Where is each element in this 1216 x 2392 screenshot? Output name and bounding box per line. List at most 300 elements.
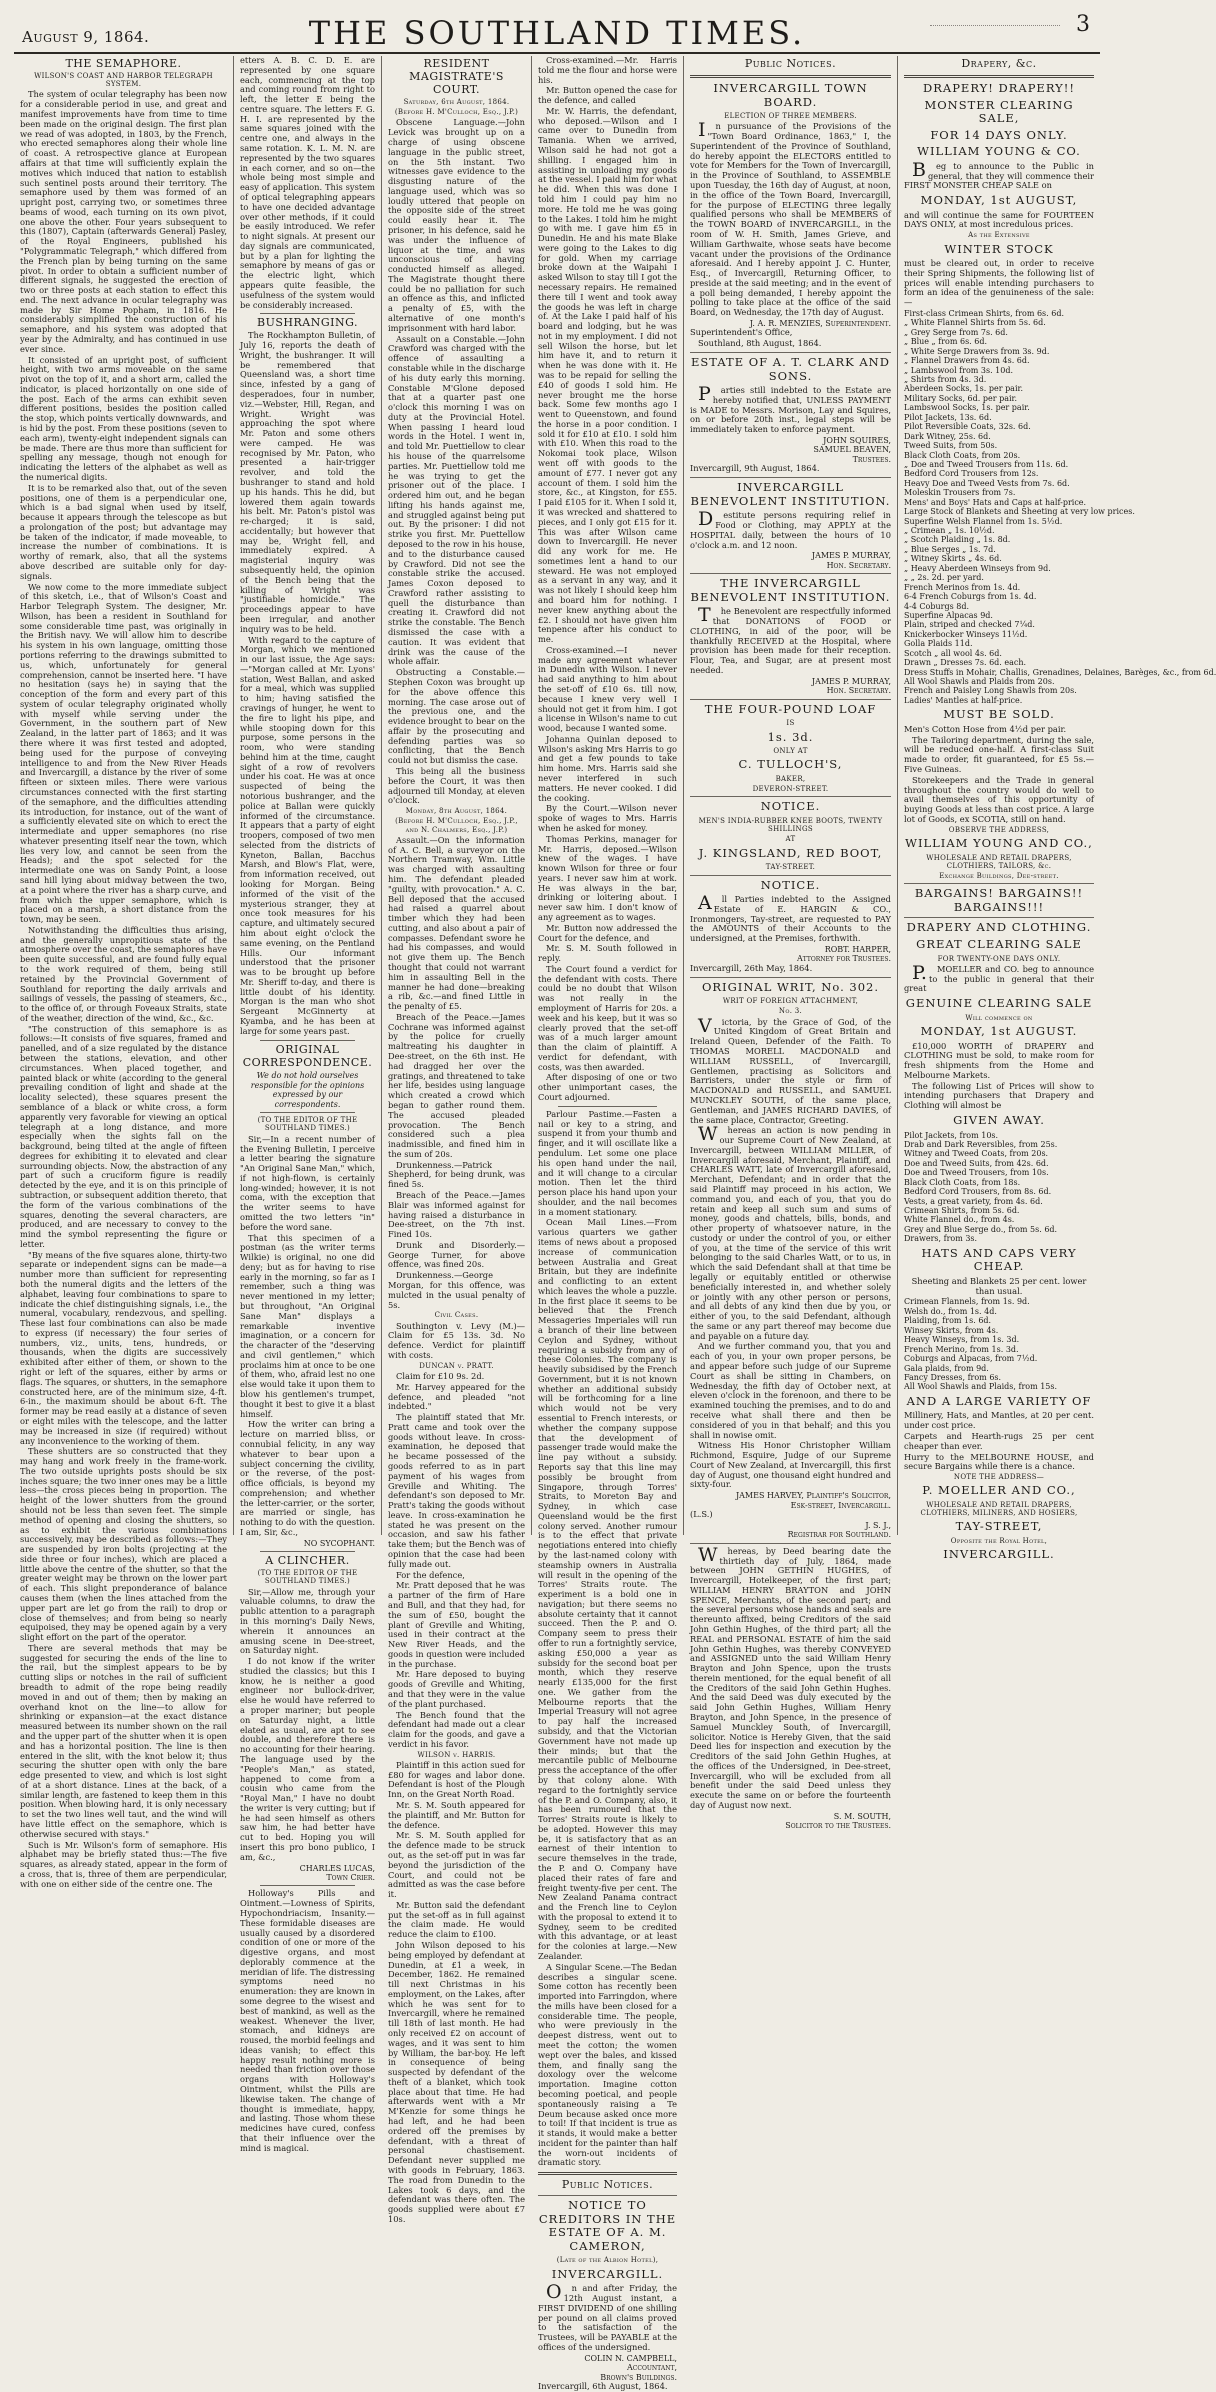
- divider: [690, 352, 891, 353]
- hargin-date: Invercargill, 26th May, 1864.: [690, 962, 813, 973]
- divider: [260, 1551, 355, 1552]
- great-clearing-sale: GREAT CLEARING SALE: [916, 936, 1082, 951]
- paragraph: It consisted of an upright post, of sufficient height, with two arms moveable on the same pivot on the top of it, and a short arm, called the indicator, is placed horizontally on one side of the post. Each of the arms can exhibit seven different positions, besides the position called the stop, which points vertically downwards, and is hid by the post. From these positions (seven to each arm), twenty-eight independent signals can be made. There are thus more than sufficient for spelling any message, though not enough for indicating the letters of the alphabet as well as the numerical digits.: [20, 354, 227, 482]
- mens-cotton-hose: Men's Cotton Hose from 4½d per pair.: [904, 723, 1067, 734]
- paragraph: The Court found a verdict for the defendant with costs. There could be no doubt that Wilson was not really in the employment of Harris for 20s. a week and his keep, but it was so clearly proved that the set-off was of a much larger amount than the claim of plaintiff. A verdict for defendant, with costs, was then awarded.: [538, 963, 677, 1072]
- paragraph: John Wilson deposed to his being employed by defendant at Dunedin, at £1 a week, in December, 1862. He remained till next Christmas in his employment, on the Lakes, after which he was sent for to Invercargill, where he remained till 18th of last month. He had only received £2 on account of wages, and it was sent to him by William, the bar-boy. He left in consequence of being suspected by defendant of the theft of a blanket, which took place about that time. He had afterwards went with a Mr M'Kenzie for some things he had left, and he had been ordered off the premises by defendant, with a threat of personal chastisement. Defendant never supplied me with goods in February, 1863. The road from Dunedin to the Lakes took 6 days, and the defendant was there often. The goods supplied were about £7 10s.: [388, 1939, 525, 2224]
- paragraph: Mr. Hare deposed to buying goods of Greville and Whiting, and that they were in the value of the plant purchased.: [388, 1669, 525, 1709]
- price-line: „ White Serge Drawers from 3s. 9d.: [904, 346, 1050, 356]
- list-item: [904, 620, 1094, 629]
- young-price-list: [904, 308, 1216, 705]
- list-item: [904, 658, 1094, 667]
- price-line: Large Stock of Blankets and Sheeting at very low prices.: [904, 507, 1135, 517]
- carpets: Carpets and Hearth-rugs 25 per cent cheaper than ever.: [904, 1430, 1094, 1451]
- writ-text-2: Whereas an action is now pending in our Supreme Court of New Zealand, at Invercargill, between WILLIAM MILLER, of Invercargill aforesaid, Merchant, Plaintiff, and CHARLES WATT, late of Invercargill aforesaid, Merchant, Defendant; and in order that the said Plaintiff may proceed in his action, We command you, and each of you, that you do retain and keep all such sum and sums of money, goods and chattels, bills, bonds, and other property of whatsoever nature, in the custody or under the control of you, or either of you, at the time of the service of this writ belonging to the said Charles Watt, or to us, in which the said Defendant shall at that time be legally or equitably entitled or otherwise beneficially interested in, and whether solely or jointly with any other person or persons, and all debts of any kind then due by you, or either of you, to the said Defendant, although the same or any part thereof may become due and payable on a future day.: [690, 1123, 891, 1341]
- list-item: [904, 460, 1094, 469]
- drapery-label: Drapery, &c.: [961, 57, 1037, 70]
- price-line: Bedford Cord Trousers from 12s.: [904, 469, 1039, 479]
- ocean-mail-lines: Ocean Mail Lines.—From various quarters we gather items of news about a proposed increase of communication between Australia and Great Britain, but they are indefinite and conflicting to an extent which leaves the whole a puzzle. In the first place it seems to be believed that the French Messageries Imperiales will run a branch of their line between Ceylon and Sydney, without requiring a subsidy from any of these Colonies. The company is heavily subsidised by the French Government, but it is not known whether an additional subsidy will be forthcoming for a line which would not be very essential to French interests, or whether the company suppose that the development of passenger trade would make the line pay without a subsidy. Reports say that this line may possibly be brought from Singapore, through Torres' Straits, to Moreton Bay and Sydney, in which case Queensland would be the first colony served. Another rumour is to the effect that private negotiations entered into chiefly by the last-named colony with steamship owners in Australia will result in the opening of the Torres' Straits route. The experiment is a bold one in navigation; but there seems no absolute certainty that it cannot succeed. Then the P. and O. Company seem to press their offer to run a fortnightly service, asking £50,000 a year as subsidy for the second boat per month, which they reserve nearly £135,000 for the first one. We gather from the Melbourne reports that the Imperial Treasury will not agree to pay half the increased subsidy, and that the Victorian Government have not made up their minds; but that the mercantile public of Melbourne press the acceptance of the offer by that colony alone. With regard to the fortnightly service of the P. and O. Company, also, it has been rumoured that the Torres' Straits route is likely to be adopted. However this may be, it is satisfactory that as an earnest of their intention to secure themselves in the trade, the P. and O. Company have placed their rates of fare and freight twenty-five per cent. The New Zealand Panama contract and the French line to Ceylon with the proposal to extend it to Sydney, seem to be credited with this advantage, or at least for the colonies at large.—New Zealander.: [538, 1217, 677, 1961]
- sheeting: Sheeting and Blankets 25 per cent. lower than usual.: [911, 1275, 1087, 1296]
- price-line: „ Scotch Plaiding „ 1s. 8d.: [904, 535, 1011, 545]
- note-address: NOTE THE ADDRESS—: [953, 1473, 1045, 1482]
- paragraph: Mr. S. M. South appeared for the plaintiff, and Mr. Button for the defence.: [388, 1800, 525, 1830]
- list-item: [904, 1187, 1094, 1196]
- twenty-one-days: FOR TWENTY-ONE DAYS ONLY.: [937, 954, 1061, 963]
- price-line: 6-4 French Coburgs from 1s. 4d.: [904, 592, 1037, 602]
- list-item: [904, 469, 1094, 478]
- town-board-text: In pursuance of the Provisions of the "Town Board Ordinance, 1863," I, the Superintendent of the Province of Southland, do hereby appoint the ELECTORS entitled to vote for Members for the Town of Invercargill, in the Province of Southland, to ASSEMBLE upon Tuesday, the 16th day of August, at noon, in the office of the Town Board, Invercargill, for the purpose of ELECTING three legally qualified persons who shall be MEMBERS of the TOWN BOARD of INVERCARGILL, in the room of W. H. Smith, James Grieve, and William Garthwaite, whose seats have become vacant under the provisions of the Ordinance aforesaid. And I hereby appoint J. C. Hunter, Esq., of Invercargill, Returning Officer, to preside at the said meeting; and in the event of a poll being demanded, I hereby appoint the polling to take place at the office of the said Board, on Wednesday, the 17th day of August.: [690, 119, 891, 318]
- divider: [690, 1543, 891, 1544]
- bargains: BARGAINS! BARGAINS!! BARGAINS!!!: [914, 886, 1084, 914]
- price-line: Welsh do., from 1s. 4d.: [904, 1306, 997, 1316]
- divider: [260, 1040, 355, 1041]
- paragraph: Sir,—In a recent number of the Evening Bulletin, I perceive a letter bearing the signature "An Original Sane Man," which, if not high-flown, is certainly long-winded; however, it is not coma, with the exception that the writer seems to have omitted the two letters "in" before the word sane.: [240, 1133, 375, 1232]
- paragraph: Mr. Button now addressed the Court for the defence, and: [538, 922, 677, 943]
- clark-estate-text: Parties still indebted to the Estate are hereby notified that, UNLESS PAYMENT is MADE to Messrs. Morison, Lay and Squires, on or before 20th inst., legal steps will be immediately taken to enforce payment.: [690, 383, 891, 435]
- paragraph: With regard to the capture of Morgan, which we mentioned in our last issue, the Age says:—"Morgan called at Mr. Lyons' station, West Ballan, and asked for a meal, which was supplied to him; having satisfied the cravings of hunger, he went to the fire to light his pipe, and while stooping down for this purpose, some persons in the room, who were standing behind him at the time, caught sight of a row of revolvers under his coat. He was at once suspected of being the notorious bushranger, and the police at Ballan were quickly informed of the circumstance. It appears that a party of eight troopers, composed of two men selected from the districts of Kyneton, Ballan, Bacchus Marsh, and Blow's Flat, were, from information received, out looking for Morgan. Being informed of the visit of the mysterious stranger, they at once took measures for his capture, and ultimately secured him about eight o'clock the same evening, on the Pentland Hills. Our informant understood that the prisoner was to be brought up before Mr. Sheriff to-day, and there is little doubt of his identity. Morgan is the man who shot Sergeant McGinnerty at Kyamba, and he has been at large for some years past.: [240, 634, 375, 1036]
- court-date-1: Saturday, 6th August, 1864.: [403, 97, 510, 106]
- clark-trustee-2: SAMUEL BEAVEN,: [813, 445, 891, 455]
- price-line: Drab and Dark Reversibles, from 25s.: [904, 1139, 1058, 1149]
- deed-title: Solicitor to the Trustees.: [785, 1821, 891, 1831]
- creditors-notice-place: INVERCARGILL.: [551, 2266, 664, 2281]
- stock-text: must be cleared out, in order to receive their Spring Shipments, the following list of prices will enable intending purchasers to form an idea of the genuineness of the sale:—: [904, 258, 1094, 308]
- column-court: [382, 56, 532, 2224]
- list-item: [904, 1316, 1094, 1325]
- list-item: [904, 639, 1094, 648]
- price-line: All Wool Shawls and Plaids, from 15s.: [904, 1382, 1058, 1392]
- list-item: [904, 1140, 1094, 1149]
- paragraph: It is to be remarked also that, out of the seven positions, one of them is a perpendicular one, which is a bad signal when used by itself, because it appears through the telescope as but a prolongation of the post; but advantage may be taken of the indicator, if made moveable, to increase the number of combinations. It is worthy of remark, also, that all the systems above described are suitable only for day-signals.: [20, 482, 227, 581]
- column-drapery: [898, 56, 1216, 1562]
- divider: [690, 573, 891, 574]
- list-item: [904, 649, 1094, 658]
- list-item: [904, 441, 1094, 450]
- list-item: [904, 337, 1094, 346]
- page-number: 3: [1076, 12, 1090, 37]
- public-notices-heading: Public Notices.: [744, 57, 837, 70]
- paragraph: Breach of the Peace.—James Blair was informed against for having raised a disturbance in Dee-street, on the 7th inst. Fined 10s.: [388, 1189, 525, 1240]
- clark-trustee-1: JOHN SQUIRES,: [823, 436, 891, 445]
- list-item: [904, 1382, 1094, 1391]
- hats-caps: HATS AND CAPS VERY CHEAP.: [921, 1245, 1077, 1274]
- paragraph: The plaintiff stated that Mr. Pratt came and took over the goods without leave. In cross-examination, he deposed that he became possessed of the goods referred to as in part payment of his wages from Greville and Whiting. The defendant's son deposed to Mr. Pratt's taking the goods without leave. In cross-examination he stated he was present on the occasion, and saw his father take them; but the Bench was of opinion that the case had been fully made out.: [388, 1412, 525, 1569]
- clark-estate-heading: ESTATE OF A. T. CLARK AND SONS.: [691, 354, 890, 383]
- letter-signature: NO SYCOPHANT.: [303, 1538, 375, 1548]
- wilson-v-harris: [388, 1761, 525, 2225]
- list-item: [904, 488, 1094, 497]
- price-line: Crimean Flannels, from 1s. 9d.: [904, 1297, 1030, 1307]
- singular-scene: A Singular Scene.—The Bedan describes a singular scene. Some cotton has recently been imported into Farringdon, where the mills have been closed for a considerable time. The people, who were previously in the deepest distress, went out to meet the cotton; the women wept over the bales, and kissed them, and finally sang the doxology over the welcome importation. Imagine cotton becoming poetical, and people spontaneously raising a Te Deum because asked once more to toil! If that incident is true as it stands, it would make a better incident for the painter than half the worn-out incidents of dramatic story.: [538, 1961, 677, 2168]
- list-item: [904, 309, 1094, 318]
- price-line: Coburgs and Alpacas, from 7½d.: [904, 1354, 1038, 1364]
- benevolent-signature-1: JAMES P. MURRAY,: [811, 551, 891, 561]
- price-line: Pilot Jackets, 13s. 6d.: [904, 412, 992, 422]
- loaf-baker: C. TULLOCH'S,: [738, 757, 843, 772]
- town-board-signature: J. A. R. MENZIES, Superintendent.: [749, 318, 891, 328]
- price-line: „ Blue Serges „ 1s. 7d.: [904, 544, 996, 554]
- list-item: [904, 535, 1094, 544]
- column-semaphore: [14, 56, 234, 1889]
- list-item: [904, 696, 1094, 705]
- list-item: [904, 318, 1094, 327]
- list-item: [904, 1307, 1094, 1316]
- writ-sub: WRIT OF FOREIGN ATTACHMENT,: [722, 997, 859, 1006]
- writ-text-1: Victoria, by the Grace of God, of the United Kingdom of Great Britain and Ireland Queen, Defender of the Faith. To THOMAS MORELL MACDONALD and WILLIAM RUSSELL, of Invercargill, Gentlemen, practising as Solicitors and Barristers, under the style or firm of MACDONALD and RUSSELL, and SAMUEL MUNCKLEY SOUTH, of the same place, Gentleman, and JAMES RICHARD DAVIES, of the same place, Contractor, Greeting.: [690, 1014, 891, 1125]
- court-report-saturday: [388, 118, 525, 806]
- paragraph: Mr. Pratt deposed that he was a partner of the firm of Hare and Bull, and that they had, for the sum of £50, bought the plant of Greville and Whiting, used in their contract at the New River Heads, and the goods in question were included in the purchase.: [388, 1580, 525, 1669]
- paragraph: Assault.—On the information of A. C. Bell, a surveyor on the Northern Tramway, Wm. Little was charged with assaulting him. The defendant pleaded "guilty, with provocation." A. C. Bell deposed that the accused had raised a quarrel about timber which they had been cutting, and also about a pair of compasses. Defendant swore he had his compasses, and would not give them up. The Bench thought that could not warrant him in assaulting Bell in the manner he had done—breaking a rib, &c.—and fined Little in the penalty of £5.: [388, 834, 525, 1012]
- list-item: [904, 611, 1094, 620]
- wilson-harris-heading: WILSON v. HARRIS.: [417, 1750, 496, 1759]
- price-line: Drawers, from 3s.: [904, 1234, 978, 1244]
- hargin-title: Attorney for Trustees.: [796, 954, 891, 964]
- paragraph: Drunkenness.—Patrick Shepherd, for being drunk, was fined 5s.: [388, 1159, 525, 1190]
- court-report-monday: [388, 836, 525, 1311]
- benevolent-heading-2: THE INVERCARGILL BENEVOLENT INSTITUTION.: [690, 576, 891, 604]
- hargin-notice-heading: NOTICE.: [760, 877, 821, 892]
- price-line: Heavy Winseys, from 1s. 3d.: [904, 1335, 1020, 1345]
- price-line: French Merinos from 1s. 4d.: [904, 582, 1021, 592]
- list-item: [904, 328, 1094, 337]
- moeller-date: MONDAY, 1st AUGUST.: [920, 1023, 1078, 1038]
- young-sale-date: MONDAY, 1st AUGUST,: [920, 193, 1078, 208]
- newspaper-title: THE SOUTHLAND TIMES.: [308, 14, 806, 52]
- loaf-only-at: ONLY AT: [773, 747, 808, 756]
- divider: [904, 917, 1094, 918]
- list-item: [904, 507, 1135, 517]
- boots-shop: J. KINGSLAND, RED BOOT,: [698, 845, 883, 860]
- price-line: Vests, a great variety, from 4s. 6d.: [904, 1196, 1043, 1206]
- price-line: „ „ 2s. 2d. per yard.: [904, 573, 984, 583]
- writ-text-3: And we further command you, that you and each of you, in your own proper persons, be and appear before such judge of our Supreme Court as shall be sitting in Chambers, on Wednesday, the fifth day of October next, at eleven o'clock in the forenoon, and there to be examined touching the premises, and to do and receive what shall there and then be considered of you in that behalf; and this you shall in nowise omit.: [690, 1341, 891, 1440]
- paragraph: How the writer can bring a lecture on married bliss, or connubial felicity, in any way whatever to bear upon a subject concerning the civility, or the reverse, of the post-office officials, is beyond my comprehension; and whether the letter-carrier, or the sorter, are married or single, has nothing to do with the question. I am, Sir, &c.,: [240, 1419, 375, 1537]
- handwritten-mark: [930, 14, 1060, 26]
- price-line: „ Shirts from 4s. 3d.: [904, 375, 987, 385]
- list-item: [904, 583, 1094, 592]
- list-item: [904, 1131, 1094, 1140]
- paragraph: Notwithstanding the difficulties thus arising, and the generally unpropitious state of the atmosphere over the coast, the semaphores have been quite successful, and are found fully equal to the work required of them, being still retained by the Provincial Government of Southland for reporting the daily arrivals and sailings of vessels, the passing of steamers, &c., to the office of, or through Foveaux Straits, state of the weather, direction of the wind, &c., &c.: [20, 924, 227, 1023]
- hurry: Hurry to the MELBOURNE HOUSE, and secure Bargains while there is a chance.: [904, 1451, 1094, 1472]
- list-item: [904, 1178, 1094, 1187]
- loaf-heading: THE FOUR-POUND LOAF: [704, 701, 877, 716]
- price-line: Aberdeen Socks, 1s. per pair.: [904, 384, 1023, 394]
- given-away: GIVEN AWAY.: [953, 1112, 1045, 1127]
- list-item: [904, 592, 1094, 601]
- list-item: [904, 686, 1094, 695]
- hughes-deed-notice: Whereas, by Deed bearing date the thirtieth day of July, 1864, made between JOHN GETHIN HUGHES, of Invercargill, Hotelkeeper, of the first part; WILLIAM HENRY BRAYTON and JOHN SPENCE, Merchants, of the second part; and the several persons whose hands and seals are thereunto affixed, being Creditors of the said John Gethin Hughes, of the third part; all the REAL and PERSONAL ESTATE of him the said John Gethin Hughes, was thereby CONVEYED and ASSIGNED unto the said William Henry Brayton and John Spence, upon the trusts therein mentioned, for the equal benefit of all the Creditors of the said John Gethin Hughes. And the said Deed was duly executed by the said John Gethin Hughes, William Henry Brayton, and John Spence, in the presence of Samuel Munckley South, of Invercargill, solicitor. Notice is Hereby Given, that the said Deed lies for inspection and execution by the Creditors of the said John Gethin Hughes, at the offices of the Undersigned, in Dee-street, Invercargill, who will be excluded from all benefit under the said Deed unless they execute the same on or before the fourteenth day of August now next.: [690, 1543, 891, 1811]
- creditors-signature: COLIN N. CAMPBELL, Accountant,: [584, 2353, 677, 2373]
- list-item: [904, 1364, 1094, 1373]
- paragraph: These shutters are so constructed that they may hang and work freely in the frame-work. The two outside uprights posts should be six inches square; the two inner ones may be a little less—the cross pieces being in proportion. The height of the lower shutters from the ground should not be less than seven feet. The simple method of opening and closing the shutters, so as to exhibit the various combinations successively, may be described as follows:—They are suspended by iron bolts (projecting at the side three or four inches), which are placed a little above the centre of the shutter, so that the greater weight may be thrown on the lower part of each. This slight preponderance of balance causes them (when the lines attached from the upper part are let go from the rail) to drop or close of themselves; and from being so nearly equipoised, they may be opened again by a very slight effort on the part of the operator.: [20, 1446, 227, 1643]
- divider: [904, 75, 1094, 78]
- drapery-heading: DRAPERY! DRAPERY!!: [923, 80, 1075, 95]
- price-line: Doe and Tweed Trousers, from 10s.: [904, 1168, 1049, 1178]
- court-before-1: (Before H. M'Culloch, Esq., J.P.): [394, 108, 519, 117]
- writ-seal: (L.S.): [690, 1509, 713, 1520]
- writ-registrar-initials: J. S. J.,: [865, 1520, 891, 1530]
- benevolent-title-1: Hon. Secretary.: [826, 560, 891, 570]
- civil-cases: [388, 1322, 525, 1361]
- list-item: [904, 1159, 1094, 1168]
- price-line: Crimean Shirts, from 5s. 6d.: [904, 1206, 1020, 1216]
- tay-street: TAY-STREET,: [955, 1519, 1043, 1534]
- column-court-continued: [532, 55, 684, 2391]
- writ-solicitor: JAMES HARVEY, Plaintiff's Solicitor,: [735, 1491, 891, 1501]
- william-young-firm: WILLIAM YOUNG & CO.: [917, 144, 1081, 159]
- divider: [690, 977, 891, 978]
- paragraph: Drunkenness.—George Morgan, for this offence, was mulcted in the usual penalty of 5s.: [388, 1270, 525, 1310]
- paragraph: Claim for £10 9s. 2d.: [396, 1370, 485, 1381]
- young-firm-2: WILLIAM YOUNG AND CO.,: [905, 835, 1093, 850]
- list-item: [904, 422, 1094, 431]
- divider: [558, 1106, 657, 1107]
- price-line: Drawn „ Dresses 7s. 6d. each.: [904, 658, 1027, 668]
- price-line: Black Cloth Coats, from 18s.: [904, 1177, 1021, 1187]
- town-board-heading: INVERCARGILL TOWN BOARD.: [713, 80, 868, 109]
- letter-no-sycophant: [240, 1135, 375, 1538]
- list-item: [904, 517, 1094, 526]
- paragraph: Cross-examined.—Mr. Harris told me the flour and horse were his.: [538, 55, 677, 85]
- price-line: 4-4 Coburgs 8d.: [904, 601, 969, 611]
- price-line: Pilot Jackets, from 10s.: [904, 1130, 999, 1140]
- divider: [690, 875, 891, 876]
- paragraph: Obscene Language.—John Levick was brought up on a charge of using obscene language in the public street, on the 5th instant. Two witnesses gave evidence to the disgusting nature of the language used, which was so loudly uttered that people on the opposite side of the street could easily hear it. The prisoner, in his defence, said he was under the influence of liquor at the time, and was unconscious of having conducted himself as alleged. The Magistrate thought there could be no palliation for such an offence as this, and inflicted a penalty of £5, with the alternative of one month's imprisonment with hard labor.: [388, 117, 525, 333]
- paragraph: Mr. Button said the defendant put the set-off as in full against the claim made. He would reduce the claim to £100.: [388, 1899, 525, 1940]
- divider: [538, 2195, 677, 2196]
- paragraph: For the defence,: [396, 1569, 465, 1580]
- price-line: Heavy Doe and Tweed Vests from 7s. 6d.: [904, 478, 1070, 488]
- as-extensive: As the Extensive: [968, 231, 1030, 240]
- price-line: White Flannel do., from 4s.: [904, 1215, 1015, 1225]
- must-be-sold: MUST BE SOLD.: [943, 707, 1055, 722]
- deed-signature: S. M. SOUTH,: [833, 1811, 891, 1821]
- tailoring: The Tailoring department, during the sale, will be reduced one-half. A first-class Suit made to order, fit guaranteed, for £5 5s.—Five Guineas.: [904, 734, 1094, 775]
- letter-clincher: [240, 1588, 375, 1863]
- price-line: Gala plaids, from 9d.: [904, 1363, 989, 1373]
- price-line: Ladies' Mantles at half-price.: [904, 695, 1023, 705]
- list-item: [904, 1326, 1094, 1335]
- paragraph: Assault on a Constable.—John Crawford was charged with the offence of assaulting a constable while in the discharge of his duty early this morning. Constable M'Glone deposed that at a quarter past one o'clock this morning I was on duty at the Provincial Hotel. When passing I heard loud words in the Hotel. I went in, and told Mr. Puettiellow to clear his house of the quarrelsome parties. Mr. Puettiellow told me he was trying to get the prisoner out of the place. I ordered him out, and he began lifting his hands against me, and struggled against being put out. By the prisoner: I did not strike you first. Mr. Puettellow deposed to the row in his house, and to the disturbance caused by Crawford. Did not see the constable strike the accused. James Coxon deposed to Crawford rather assisting to quell the disturbance than creating it. Crawford did not strike the constable. The Bench dismissed the case with a caution. It was evident that drink was the cause of the whole affair.: [388, 333, 525, 667]
- divider: [690, 796, 891, 797]
- paragraph: Johanna Quinlan deposed to Wilson's asking Mrs Harris to go and get a few pounds to take him home. Mrs. Harris said she never interfered in such matters. He never cooked. I did the cooking.: [538, 733, 677, 803]
- list-item: [904, 356, 1094, 365]
- list-item: [904, 375, 1094, 384]
- moeller-price-list-2: [904, 1297, 1094, 1391]
- price-line: Bedford Cord Trousers, from 8s. 6d.: [904, 1187, 1052, 1197]
- price-line: Tweed Suits, from 50s.: [904, 441, 998, 451]
- price-line: Witney and Tweed Coats, from 20s.: [904, 1149, 1049, 1159]
- correspondence-heading: ORIGINAL CORRESPONDENCE.: [242, 1042, 373, 1069]
- list-item: [904, 677, 1094, 686]
- moeller-intro: P.MOELLER and CO. beg to announce to the public in general that their great: [904, 961, 1094, 994]
- writ-heading: ORIGINAL WRIT, No. 302.: [701, 979, 880, 994]
- loaf-trade: BAKER,: [775, 774, 806, 783]
- town-board-sub: ELECTION OF THREE MEMBERS.: [724, 112, 857, 121]
- list-item: [904, 1234, 1094, 1243]
- list-item: [904, 1215, 1094, 1224]
- price-line: „ Grey Serge from 7s. 6d.: [904, 327, 1008, 337]
- divider: [260, 1112, 355, 1113]
- list-item: [904, 347, 1094, 356]
- paragraph: There are several methods that may be suggested for securing the ends of the line to the rail, but the simplest appears to be by cutting slips or notches in the rail of sufficient breadth to admit of the rope being readily moved in and out of them; then by making an overhand knot on the line—to allow for shrinking or expansion—at the exact distance measured between its number shown on the rail and the upper part of the shutter when it is open and has a horizontal position. The line is then entered in the slit, with the knot below it; thus securing the shutter open with only the bare edge presented to view, and which is lost sight of at a short distance. Lines at the back, of a similar length, are fastened to keep them in this position. When blowing hard, it is only necessary to set the two lines well taut, and the wind will have little effect on the semaphore, which is otherwise secured with stays.": [20, 1642, 227, 1839]
- civil-cases-heading: Civil Cases.: [434, 1311, 479, 1320]
- price-line: Scotch „ all wool 4s. 6d.: [904, 648, 1002, 658]
- duncan-v-pratt: [388, 1372, 525, 1750]
- moeller-trade: WHOLESALE AND RETAIL DRAPERS, CLOTHIERS, MILINERS, AND HOSIERS,: [920, 1500, 1078, 1518]
- list-item: [904, 451, 1094, 460]
- letter-addressee: (TO THE EDITOR OF THE SOUTHLAND TIMES.): [257, 1116, 358, 1133]
- court-heading: RESIDENT MAGISTRATE'S COURT.: [409, 57, 504, 96]
- town-board-office: Superintendent's Office,: [690, 327, 793, 338]
- paragraph: The Rockhampton Bulletin, of July 16, reports the death of Wright, the bushranger. It will be remembered that Queensland was, a short time since, infested by a gang of desperadoes, four in number, viz.—Webster, Hill, Regan, and Wright. Wright was approaching the spot where Mr. Paton and some others were camped. He was recognised by Mr. Paton, who presented a hair-trigger revolver, and told the bushranger to stand and hold up his hands. This he did, but lowered them again towards his belt. Mr. Paton's pistol was re-charged; it is said, accidentally; but however that may be, Wright fell, and immediately expired. A magisterial inquiry was subsequently held, the opinion of the Bench being that the killing of Wright was "justifiable homicide." The proceedings appear to have been irregular, and another inquiry was to be held.: [240, 330, 375, 634]
- list-item: [904, 413, 1094, 422]
- list-item: [904, 1335, 1094, 1344]
- paragraph: By the Court.—Wilson never spoke of wages to Mrs. Harris when he asked for money.: [538, 803, 677, 833]
- loaf-street: DEVERON-STREET.: [752, 785, 829, 794]
- price-line: Fancy Dresses, from 6s.: [904, 1372, 1002, 1382]
- paragraph: The Bench found that the defendant had made out a clear claim for the goods, and gave a verdict in his favor.: [388, 1709, 525, 1749]
- parlour-pastime: Parlour Pastime.—Fasten a nail or key to a string, and suspend it from your thumb and finger, and it will oscillate like a pendulum. Let some one place his open hand under the nail, and it will change to a circular motion. Then let the third person place his hand upon your shoulder, and the nail becomes in a moment stationary.: [538, 1108, 677, 1217]
- benevolent-title-2: Hon. Secretary.: [826, 686, 891, 696]
- correspondence-disclaimer: We do not hold ourselves responsible for the opinions expressed by our correspondents.: [250, 1071, 365, 1109]
- column-bushranging: [234, 55, 382, 2153]
- paragraph: The system of ocular telegraphy has been now for a considerable period in use, and great and manifest improvements have from time to time been made on the original design. The first plan we read of was adopted, in 1803, by the French, who erected semaphores along their whole line of coast. A retrospective glance at European affairs at that time will sufficiently explain the motives which induced that nation to establish such sentinel posts around their territory. The semaphore used by them was formed of an upright post, carrying two, or sometimes three beams of wood, each turning on its own pivot, one above the other. Four years subsequent to this (1807), Captain (afterwards General) Pasley, of the Royal Engineers, published his "Polygrammatic Telegraph," which differed from the French plan by being turning on the same pivot. In order to obtain a sufficient number of different signals, he suggested the erection of two or three posts at each station to effect this end. The next advance in ocular telegraphy was made by Sir Home Popham, in 1816. He considerably simplified the construction of his semaphore, and his system was adopted that year by the Admiralty, and has continued in use ever since.: [20, 89, 227, 354]
- price-line: Doe and Tweed Suits, from 42s. 6d.: [904, 1158, 1049, 1168]
- price-line: „ Witney Skirts „ 4s. 6d.: [904, 554, 1002, 564]
- paragraph: We now come to the more immediate subject of this sketch, i.e., that of Wilson's Coast and Harbor Telegraph System. The designer, Mr. Wilson, has been a resident in Southland for some considerable time past, was originally in the British navy. We will allow him to describe his system in his own language, omitting those portions referring to the drawings submitted to us, which, unfortunately for general comprehension, cannot be inserted here. "I have no hesitation (says he) in saying that the conception of the form and every part of this system of ocular telegraphy originated wholly with myself while serving under the Government, in the southern part of New Zealand, in the latter part of 1863; and it was there where it was first tested and adopted, being used for the purpose of conveying intelligence to and from the New River Heads and Invercargill, a distance by the river of some fifteen or sixteen miles. There were various circumstances connected with the first starting of the semaphore, and the difficulties attending its introduction, for instance, out of the want of a sufficiently elevated site on which to erect the intermediate and upper semaphores (no rise whatever presenting itself near the town, which lies very low, and cannot be seen from the Heads); and the spot selected for the intermediate one was on Sandy Point, a loose sand hill lying about midway between the two, at a point where the river has a sharp curve, and from which the upper semaphore, which is placed on a marsh, a short distance from the town, may be seen.: [20, 581, 227, 925]
- list-item: [904, 554, 1094, 563]
- boots-street: TAY-STREET.: [765, 863, 816, 872]
- price-line: Military Socks, 6d. per pair.: [904, 393, 1018, 403]
- paragraph: "By means of the five squares alone, thirty-two separate or independent signs can be made—a number more than sufficient for representing both the numeral digits and the letters of the alphabet, leaving four combinations to spare to indicate the chief distinguishing signals, i.e., the numeral, vocabulary, rendezvous, and spelling. These last four combinations can also be made to express (if necessary) the four series of numbers, viz., units, tens, hundreds, or thousands, when the digits are successively exhibited after either of them, or shown to the right or left of the squares, either by arms or flags. The squares, or shutters, in the semaphore constructed here, are of the minimum size, 4-ft. 6-in., the maximum should be about 6-ft. The former may be read easily at a distance of seven or eight miles with the telescope, and the latter may be increased in size (if required) without any inconvenience to the working of them.: [20, 1249, 228, 1446]
- list-item: [904, 1168, 1094, 1177]
- benevolent-text-2: The Benevolent are respectfully informed that DONATIONS of FOOD or CLOTHING, in aid of the poor, will be thankfully RECEIVED at the Hospital, where provision has been made for their reception. Flour, Tea, and Sugar, are at present most needed.: [690, 604, 891, 676]
- boots-notice-heading: NOTICE.: [760, 799, 821, 814]
- price-line: Golla Plaids 11d.: [904, 639, 973, 649]
- millinery: Millinery, Hats, and Mantles, at 20 per cent. under cost price.: [904, 1410, 1094, 1431]
- creditors-notice-text: On and after Friday, the 12th August instant, a FIRST DIVIDEND of one shilling per pound on all claims proved to the satisfaction of the Trustees, will be PAYABLE at the offices of the undersigned.: [538, 2281, 677, 2352]
- price-line: „ Doe and Tweed Trousers from 11s. 6d.: [904, 459, 1069, 469]
- clincher-addressee: (TO THE EDITOR OF THE SOUTHLAND TIMES.): [257, 1569, 358, 1586]
- divider: [690, 477, 891, 478]
- writ-no: No. 3.: [778, 1007, 803, 1016]
- young-continue: and will continue the same for FOURTEEN DAYS ONLY, at most incredulous prices.: [904, 209, 1094, 230]
- price-line: Black Cloth Coats, from 20s.: [904, 450, 1021, 460]
- list-item: [904, 403, 1094, 412]
- storekeepers: Storekeepers and the Trade in general throughout the country would do well to avail themselves of this opportunity of buying Goods at less than cost price. A large lot of Goods, ex SCOTIA, still on hand.: [904, 774, 1094, 824]
- creditors-notice-sub: (Late of the Albion Hotel),: [556, 2256, 659, 2265]
- genuine-sale: GENUINE CLEARING SALE: [905, 996, 1093, 1011]
- paragraph: etters A. B. C. D. E. are represented by one square each, commencing at the top and coming round from right to left, the letter E being the centre square. The letters F. G. H. I. are represented by the same squares joined with the centre one, and always in the same rotation. K. L. M. N. are represented by the two squares in each corner, and so on—the whole being most simple and easy of application. This system of optical telegraphing appears to have one decided advantage over other methods, if it could be easily introduced. We refer to night signals. At present our day signals are communicated, but by a plan for lighting the semaphore by means of gas or the electric light, which appears quite feasible, the usefulness of the system would be considerably increased.: [240, 55, 375, 310]
- price-line: French Merino, from 1s. 3d.: [904, 1344, 1019, 1354]
- price-line: Plaiding, from 1s. 6d.: [904, 1316, 992, 1326]
- list-item: [904, 498, 1094, 507]
- worth: £10,000 WORTH of DRAPERY and CLOTHING must be sold, to make room for fresh shipments from the Home and Melbourne Markets.: [904, 1040, 1094, 1080]
- holloway-advert: Holloway's Pills and Ointment.—Lowness of Spirits, Hypochondriacism, Insanity.—These formidable diseases are usually caused by a disordered condition of one or more of the digestive organs, and most deplorably commence at the meridian of life. The distressing symptoms need no enumeration: they are known in some degree to the wisest and best of mankind, as well as the weakest. Whenever the liver, stomach, and kidneys are roused, the morbid feelings and ideas vanish; to effect this happy result nothing more is needed than friction over those organs with Holloway's Ointment, whilst the Pills are likewise taken. The change of thought is immediate, happy, and lasting. Those whom these medicines have cured, confess that their influence over the mind is magical.: [240, 1888, 375, 2153]
- price-line: Dress Stuffs in Mohair, Challis, Grenadines, Delaines, Barèges, &c., from 6d.: [904, 667, 1216, 677]
- list-item: [904, 366, 1094, 375]
- will-commence: Will commence on: [965, 1013, 1033, 1022]
- young-intro: Beg to announce to the Public in general, that they will commence their FIRST MONSTER CHEAP SALE on: [904, 158, 1094, 191]
- loaf-price: 1s. 3d.: [767, 729, 814, 744]
- price-line: Mens' and Boys' Hats and Caps at half-price.: [904, 497, 1087, 507]
- creditors-signature-address: Brown's Buildings.: [600, 2372, 677, 2382]
- masthead: [14, 8, 1100, 54]
- list-item: [904, 545, 1094, 554]
- wilson-v-harris-continued: [538, 56, 677, 1103]
- paragraph: Mr. S. M. South applied for the defence made to be struck out, as the set-off put in was far beyond the jurisdiction of the Court, and could not be admitted as was the case before it.: [388, 1830, 525, 1900]
- list-item: [904, 1225, 1094, 1234]
- paragraph: Sir,—Allow me, through your valuable columns, to draw the public attention to a paragraph in this morning's Daily News, wherein it announces an amusing scene in Dee-street, on Saturday night.: [240, 1586, 375, 1656]
- columns: [14, 55, 1216, 2391]
- clark-trustees-label: Trustees.: [852, 454, 891, 464]
- moeller-price-list: [904, 1131, 1094, 1244]
- clincher-heading: A CLINCHER.: [265, 1554, 350, 1568]
- price-line: „ Crimean „ 1s. 10½d.: [904, 526, 995, 536]
- paragraph: Plaintiff in this action sued for £80 for wages and labor done. Defendant is host of the Plough Inn, on the Great North Road.: [388, 1759, 525, 1800]
- price-line: Dark Witney, 25s. 6d.: [904, 431, 991, 441]
- list-item: [904, 1297, 1094, 1306]
- price-line: Pilot Reversible Coats, 32s. 6d.: [904, 422, 1031, 432]
- following: The following List of Prices will show to intending purchasers that Drapery and Clothing will almost be: [904, 1080, 1094, 1111]
- paragraph: Cross-examined.—I never made any agreement whatever in Dunedin with Wilson. I never had said anything to him about the set-off of £10 6s. till now, because I knew very well I should not get it from him. I got a license in Wilson's name to cut wood, because I wanted some.: [538, 644, 677, 734]
- young-wholesale: WHOLESALE AND RETAIL DRAPERS, CLOTHIERS, TAILORS, &c.: [926, 853, 1072, 870]
- price-line: Superfine Welsh Flannel from 1s. 5½d.: [904, 516, 1063, 526]
- divider: [260, 313, 355, 314]
- bushranging-heading: BUSHRANGING.: [257, 316, 358, 330]
- list-item: [904, 667, 1216, 677]
- list-item: [904, 630, 1094, 639]
- price-line: Grey and Blue Serge do., from 5s. 6d.: [904, 1224, 1058, 1234]
- clark-date: Invercargill, 9th August, 1864.: [690, 463, 820, 474]
- court-date-2: Monday, 8th August, 1864.: [405, 807, 508, 816]
- fourteen-days: FOR 14 DAYS ONLY.: [930, 127, 1068, 142]
- list-item: [904, 394, 1094, 403]
- paragraph: After disposing of one or two other unimportant cases, the Court adjourned.: [538, 1072, 677, 1103]
- price-line: Moleskin Trousers from 7s.: [904, 488, 1016, 498]
- benevolent-heading-1: INVERCARGILL BENEVOLENT INSTITUTION.: [690, 480, 891, 508]
- writ-solicitor-address: Esk-street, Invercargill.: [790, 1500, 891, 1510]
- list-item: [904, 432, 1094, 441]
- semaphore-subheading: WILSON'S COAST AND HARBOR TELEGRAPH SYSTEM.: [34, 71, 213, 89]
- large-variety: AND A LARGE VARIETY OF: [906, 1393, 1092, 1408]
- monster-sale: MONSTER CLEARING SALE,: [924, 97, 1074, 126]
- paragraph: Mr. W. Harris, the defendant, who deposed.—Wilson and I came over to Dunedin from Tamania. When we arrived, Wilson said he had not got a shilling. I engaged him in assisting in unloading my goods at the vessel. I paid him for what he did. When this was done I told him I could pay him no more. He told me he was going to the Lakes. I told him he might go with me. I gave him £5 in Dunedin. He and his mate Blake were going to the Lakes to dig for gold. When my carriage broke down at the Waipahi I asked Wilson to stay till I got the necessary repairs. He remained there till I went and took away the goods he was left in charge of. At the Lake I paid half of his board and lodging, but he was not in my employment. I did not sell Wilson the horse, but let him have it, and to return it when he was done with it. He was to be repaid for selling the £40 of goods I sold him. He never brought me the horse back. Some few months ago I went to Queenstown, and found the horse in a poor condition. I sold it for £10 at £10. I sold him with £10. When this road to the Nokomai took place, Wilson went off with goods to the amount of £77. I never got any account of them. I sold him the store, &c., at Kingston, for £55. I paid £105 for it. When I sold it, it was wrecked and shattered to pieces, and I only got £15 for it. This was after Wilson came down to Invercargill. He never did any work for me. He sometimes lent a hand to our steward. He was not employed as a servant in any way, and it was not likely I should keep him and board him for nothing. I never knew anything about the £2. I should not have given him tenpence after his conduct to me.: [538, 105, 677, 645]
- clincher-signature: CHARLES LUCAS,: [299, 1863, 375, 1873]
- drapery-clothing: DRAPERY AND CLOTHING.: [906, 920, 1092, 935]
- issue-date: August 9, 1864.: [22, 28, 150, 46]
- public-notices-heading: Public Notices.: [561, 2178, 654, 2192]
- boots-line: MEN'S INDIA-RUBBER KNEE BOOTS, TWENTY SHILLINGS: [698, 816, 883, 834]
- divider: [904, 883, 1094, 884]
- loaf-is: IS: [786, 719, 795, 728]
- duncan-pratt-heading: DUNCAN v. PRATT.: [419, 1361, 494, 1370]
- paragraph: "The construction of this semaphore is as follows:—It consists of five squares, framed and panelled, and of a size regulated by the distance between the stations, elevation, and other circumstances. When placed together, and painted black or white (according to the general prevailing condition of light and shade at the locality selected), these squares present the semblance of a black or white cross, a form apparently very favorable for viewing an optical telegraph at a long distance, and more especially when the sights fall on the background, being tilted at the angle of fifteen degrees for exhibiting it to elevated and clear surrounding objects. Now, the abstraction of any part of such a cruciform figure is readily detected by the eye, and it is on this principle of subtraction, or subsequent addition thereto, that the form of the various combinations of the squares, denoting the several characters, are produced, and are necessary to convey to the mind the symbol representing the figure or letter.: [20, 1023, 227, 1249]
- semaphore-heading: THE SEMAPHORE.: [65, 57, 182, 70]
- list-item: [904, 1354, 1094, 1363]
- list-item: [904, 479, 1094, 488]
- list-item: [904, 384, 1094, 393]
- list-item: [904, 1373, 1094, 1382]
- list-item: [904, 1345, 1094, 1354]
- hargin-notice-text: All Parties indebted to the Assigned Estate of E. HARGIN & CO., Ironmongers, Tay-street, are requested to PAY the AMOUNTS of their Accounts to the undersigned, at the Premises, forthwith.: [690, 892, 891, 944]
- paragraph: Mr. Harvey appeared for the defence, and pleaded "not indebted.": [388, 1381, 525, 1412]
- semaphore-article-continued: [240, 56, 375, 310]
- benevolent-signature-2: JAMES P. MURRAY,: [811, 676, 891, 686]
- list-item: [904, 526, 1094, 535]
- list-item: [904, 1206, 1094, 1215]
